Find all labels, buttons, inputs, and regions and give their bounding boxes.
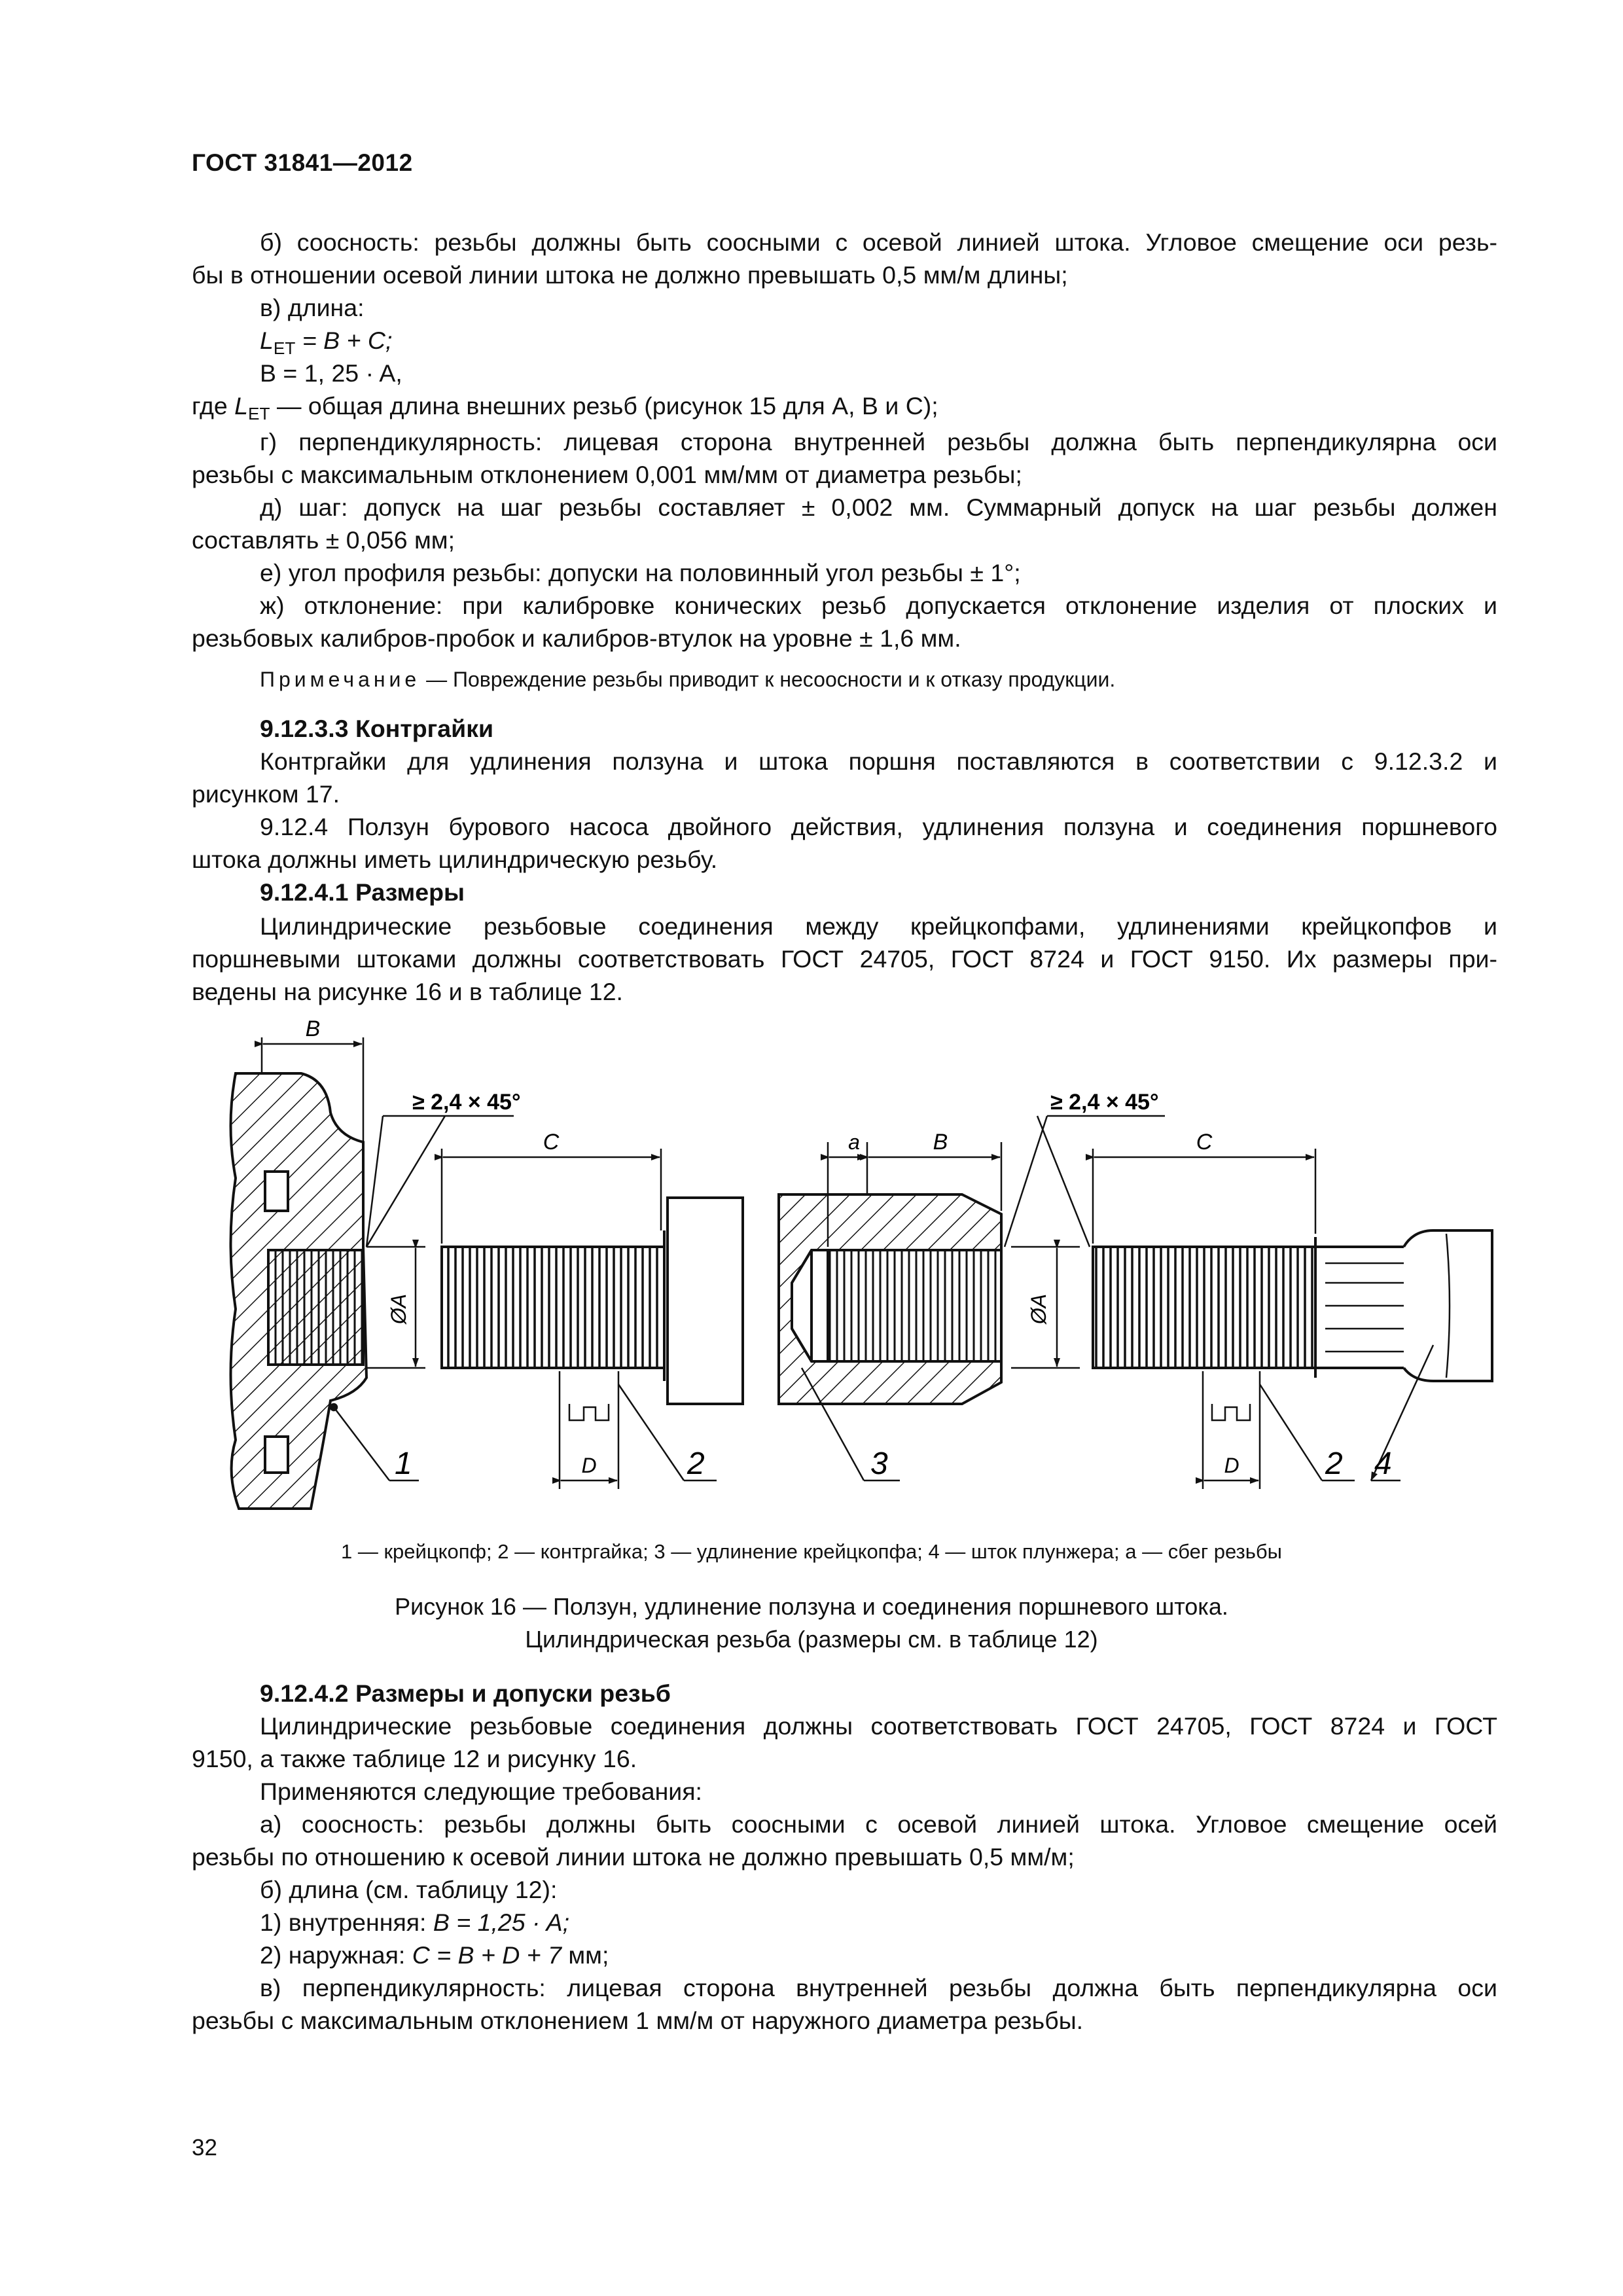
dim-label-D-left: D [581, 1454, 597, 1477]
locknut-part [668, 1198, 743, 1404]
dimension-C-left [442, 1149, 661, 1244]
paragraph-line: Применяются следующие требования: [260, 1778, 702, 1805]
formula-b: B = 1, 25 · A, [260, 359, 402, 387]
formula-prefix: 2) наружная: [260, 1941, 412, 1969]
paragraph-line: резьбы с максимальным отклонением 1 мм/м от наружного диаметра резьбы. [192, 2007, 1084, 2034]
formula-text: C = B + D + 7 [412, 1941, 562, 1969]
dim-label-D-right: D [1224, 1454, 1240, 1477]
dimension-C-right [1093, 1149, 1315, 1244]
paragraph-line: ведены на рисунке 16 и в таблице 12. [192, 978, 623, 1005]
dim-label-B: B [305, 1016, 321, 1041]
threaded-stud-left [442, 1230, 664, 1381]
dim-label-A-right: ØA [1027, 1293, 1050, 1325]
formula-symbol: L [234, 392, 249, 420]
paragraph-line: резьбы с максимальным отклонением 0,001 мм/мм от диаметра резьбы; [192, 461, 1022, 488]
extension-part [779, 1194, 1001, 1404]
note-label: Примечание [260, 668, 421, 691]
note [260, 668, 1115, 692]
formula-rest: = B + C; [295, 327, 393, 354]
callout-2-left: 2 [687, 1446, 705, 1481]
dim-label-A-left: ØA [387, 1293, 410, 1325]
section-heading: 9.12.3.3 Контргайки [260, 715, 494, 742]
paragraph-line: резьбы по отношению к осевой линии штока не должно превышать 0,5 мм/м; [192, 1843, 1075, 1871]
paragraph-line: Цилиндрические резьбовые соединения должны соответствовать ГОСТ 24705, ГОСТ 8724 и ГОСТ [260, 1712, 1497, 1740]
figure-16-drawing [0, 1008, 1623, 1532]
paragraph-line: е) угол профиля резьбы: допуски на половинный угол резьбы ± 1°; [260, 559, 1021, 586]
figure-caption-line2: Цилиндрическая резьба (размеры см. в таблице 12) [525, 1626, 1098, 1653]
formula-text: B = 1,25 · A; [433, 1909, 570, 1936]
list-item-label: в) длина: [260, 294, 365, 321]
paragraph-line: Контргайки для удлинения ползуна и штока поршня поставляются в соответствии с 9.12.3.2 и [260, 747, 1497, 775]
formula-internal [260, 1906, 1497, 1939]
document-header: ГОСТ 31841—2012 [192, 149, 413, 176]
paragraph-line: резьбовых калибров-пробок и калибров-втулок на уровне ± 1,6 мм. [192, 624, 961, 652]
formula-unit: мм; [561, 1941, 609, 1969]
callout-3: 3 [870, 1446, 888, 1481]
dim-label-C-right: C [1196, 1130, 1213, 1155]
paragraph-line: составлять ± 0,056 мм; [192, 526, 455, 554]
paragraph-line: Цилиндрические резьбовые соединения между крейцкопфами, удлинениями крейцкопфов и [260, 912, 1497, 940]
section-heading: 9.12.4.1 Размеры [260, 878, 465, 906]
paragraph-line: б) длина (см. таблицу 12): [260, 1876, 558, 1903]
paragraph-line: штока должны иметь цилиндрическую резьбу. [192, 846, 718, 873]
formula-prefix: 1) внутренняя: [260, 1909, 433, 1936]
paragraph-line: д) шаг: допуск на шаг резьбы составляет ± 0,002 мм. Суммарный допуск на шаг резьбы должен [260, 493, 1497, 521]
callout-2-right: 2 [1325, 1446, 1343, 1481]
paragraph-line: 9.12.4 Ползун бурового насоса двойного действия, удлинения ползуна и соединения поршневого [260, 813, 1497, 840]
where-prefix: где [192, 392, 235, 420]
plunger-rod [1093, 1230, 1492, 1381]
formula-symbol: L [260, 327, 274, 354]
paragraph-line: рисунком 17. [192, 780, 340, 808]
callout-4: 4 [1374, 1446, 1392, 1481]
figure-legend: 1 — крейцкопф; 2 — контргайка; 3 — удлинение крейцкопфа; 4 — шток плунжера; a — сбег резьбы [341, 1540, 1282, 1563]
formula-subscript: ET [248, 403, 270, 423]
paragraph-line: г) перпендикулярность: лицевая сторона внутренней резьбы должна быть перпендикулярна оси [260, 428, 1497, 456]
chamfer-label-left: ≥ 2,4 × 45° [412, 1090, 521, 1115]
note-text: — Повреждение резьбы приводит к несоосности и к отказу продукции. [420, 668, 1116, 691]
formula-where [192, 389, 1497, 430]
paragraph-line: а) соосность: резьбы должны быть соосными с осевой линией штока. Угловое смещение осей [260, 1810, 1497, 1838]
paragraph-line: поршневыми штоками должны соответствовать ГОСТ 24705, ГОСТ 8724 и ГОСТ 9150. Их размеры при- [192, 945, 1497, 973]
chamfer-label-right: ≥ 2,4 × 45° [1050, 1090, 1159, 1115]
dim-label-C-left: C [543, 1130, 560, 1155]
dim-label-B-middle: B [933, 1130, 948, 1155]
paragraph-line: ж) отклонение: при калибровке конических резьб допускается отклонение изделия от плоских и [260, 592, 1497, 619]
paragraph-line: бы в отношении осевой линии штока не должно превышать 0,5 мм/м длины; [192, 261, 1068, 289]
figure-caption: Рисунок 16 — Ползун, удлинение ползуна и соединения поршневого штока. [395, 1593, 1228, 1620]
paragraph-line: б) соосность: резьбы должны быть соосными с осевой линией штока. Угловое смещение оси резь- [260, 228, 1497, 256]
formula-subscript: ET [273, 338, 296, 358]
where-text: — общая длина внешних резьб (рисунок 15 для A, B и C); [270, 392, 938, 420]
paragraph-line: в) перпендикулярность: лицевая сторона внутренней резьбы должна быть перпендикулярна оси [260, 1974, 1497, 2001]
page-number: 32 [192, 2135, 217, 2161]
section-heading: 9.12.4.2 Размеры и допуски резьб [260, 1679, 671, 1707]
dim-label-a: a [848, 1130, 860, 1154]
formula-external [260, 1939, 1497, 1971]
callout-1: 1 [395, 1446, 412, 1481]
crosshead-part [231, 1073, 367, 1509]
paragraph-line: 9150, а также таблице 12 и рисунку 16. [192, 1745, 637, 1772]
